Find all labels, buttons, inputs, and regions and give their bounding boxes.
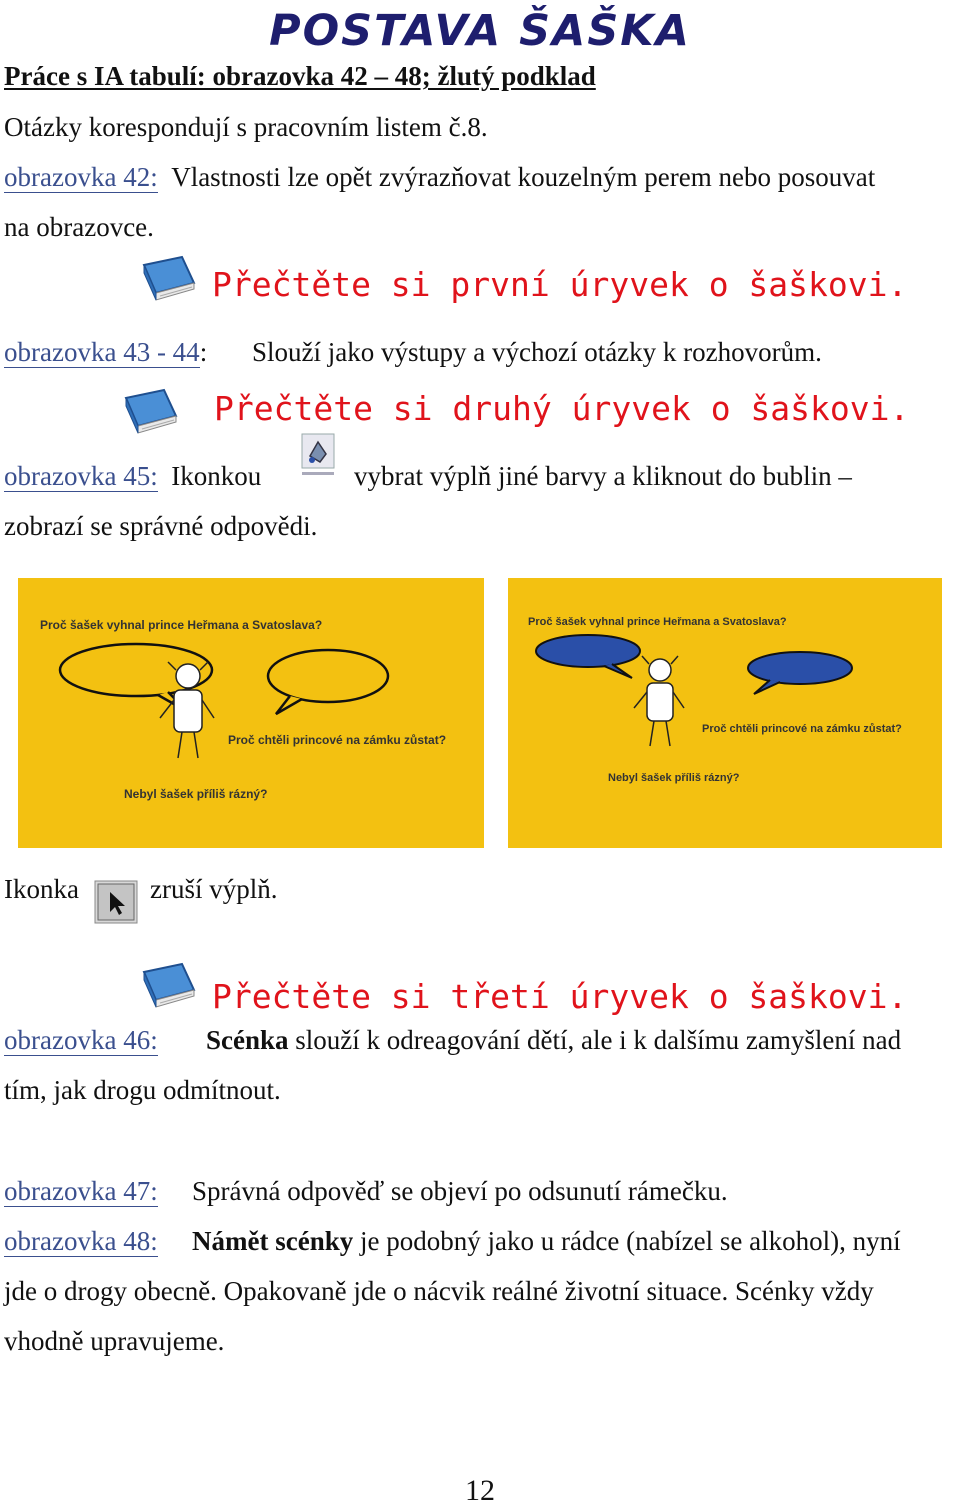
section-42 bbox=[4, 161, 875, 193]
screen-48-text-cont: jde o drogy obecně. Opakovaně jde o nácvik reálné životní situace. Scénky vždy bbox=[4, 1276, 874, 1306]
slide-screenshot-empty bbox=[18, 578, 484, 848]
screen-42-link[interactable]: obrazovka 42: bbox=[4, 162, 158, 192]
ikonka-label: Ikonka bbox=[4, 874, 79, 904]
slide-screenshot-filled bbox=[508, 578, 942, 848]
book-icon bbox=[138, 962, 198, 1012]
section-43-44: obrazovka 43 - 44: bbox=[4, 337, 208, 367]
subheading: Práce s IA tabulí: obrazovka 42 – 48; žlutý podklad bbox=[4, 61, 596, 91]
screen-46-text-cont: tím, jak drogu odmítnout. bbox=[4, 1075, 281, 1105]
slide-question-1: Proč šašek vyhnal prince Heřmana a Svatoslava? bbox=[40, 618, 323, 632]
screen-46-link[interactable]: obrazovka 46: bbox=[4, 1025, 158, 1055]
screen-42-text: Vlastnosti lze opět zvýrazňovat kouzelným perem nebo posouvat bbox=[171, 162, 876, 192]
screen-46-text: Scénka slouží k odreagování dětí, ale i k dalšímu zamyšlení nad bbox=[206, 1025, 902, 1055]
book-icon bbox=[138, 255, 198, 305]
screen-43-44-text: Slouží jako výstupy a výchozí otázky k rozhovorům. bbox=[252, 337, 822, 367]
screen-45-text-cont: zobrazí se správné odpovědi. bbox=[4, 511, 318, 541]
screen-45-pre: Ikonkou bbox=[171, 461, 262, 491]
screen-48-text: Námět scénky je podobný jako u rádce (nabízel se alkohol), nyní bbox=[192, 1226, 901, 1256]
speech-bubble[interactable] bbox=[268, 650, 388, 702]
fill-bucket-icon[interactable] bbox=[300, 432, 336, 480]
jester-figure bbox=[634, 656, 684, 746]
screen-42-text-cont: na obrazovce. bbox=[4, 212, 154, 242]
ikonka-text: zruší výplň. bbox=[150, 874, 278, 904]
slide-question-3: Nebyl šašek příliš rázný? bbox=[124, 787, 268, 801]
screen-48-link[interactable]: obrazovka 48: bbox=[4, 1226, 158, 1256]
read-prompt-2: Přečtěte si druhý úryvek o šaškovi. bbox=[214, 389, 910, 428]
slide-question-2: Proč chtěli princové na zámku zůstat? bbox=[228, 733, 447, 747]
slide-question-2: Proč chtěli princové na zámku zůstat? bbox=[702, 723, 902, 735]
slide-question-3: Nebyl šašek příliš rázný? bbox=[608, 772, 740, 784]
screen-47-link[interactable]: obrazovka 47: bbox=[4, 1176, 158, 1206]
screen-48-text-end: vhodně upravujeme. bbox=[4, 1326, 225, 1356]
section-48 bbox=[4, 1225, 158, 1257]
slide-question-1: Proč šašek vyhnal prince Heřmana a Svatoslava? bbox=[528, 616, 787, 628]
screen-45-link[interactable]: obrazovka 45: bbox=[4, 461, 158, 491]
section-47 bbox=[4, 1175, 158, 1207]
section-45 bbox=[4, 460, 261, 492]
screen-45-text: vybrat výplň jiné barvy a kliknout do bublin – bbox=[354, 461, 852, 491]
page-title: POSTAVA ŠAŠKA bbox=[269, 6, 691, 56]
screen-47-text: Správná odpověď se objeví po odsunutí rámečku. bbox=[192, 1176, 728, 1206]
book-icon bbox=[120, 388, 180, 438]
read-prompt-1: Přečtěte si první úryvek o šaškovi. bbox=[212, 265, 908, 304]
read-prompt-3: Přečtěte si třetí úryvek o šaškovi. bbox=[212, 977, 908, 1016]
speech-bubble-filled[interactable] bbox=[748, 652, 852, 684]
section-46 bbox=[4, 1024, 158, 1056]
pointer-icon[interactable] bbox=[94, 880, 138, 924]
page-number: 12 bbox=[465, 1474, 495, 1507]
speech-bubble-filled[interactable] bbox=[536, 635, 640, 667]
screen-43-44-link[interactable]: obrazovka 43 - 44 bbox=[4, 337, 200, 367]
intro-text: Otázky korespondují s pracovním listem č.8. bbox=[4, 112, 488, 142]
